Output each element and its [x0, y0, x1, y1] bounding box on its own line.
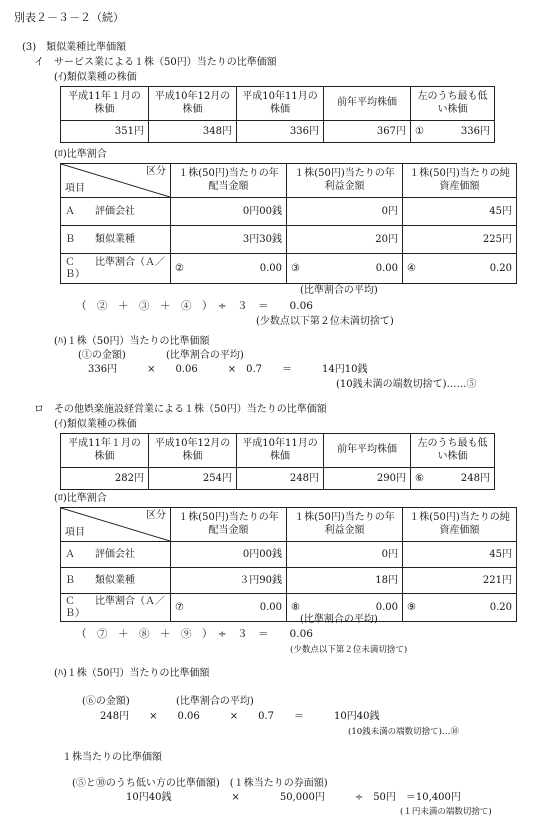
ratio-average-formula: （ ② ＋ ③ ＋ ④ ） ÷ ３ ＝ 0.06 [76, 300, 313, 312]
row-c-value: 0.00 [259, 601, 282, 613]
price-calc-title: (ﾊ)１株（50円）当たりの比準価額 [54, 668, 210, 679]
price-value: 348円 [149, 121, 237, 143]
price-calc-formula: 336円 × 0.06 × 0.7 ＝ 14円10銭 [88, 364, 368, 375]
prices-header: 平成10年11月の株価 [237, 87, 324, 121]
price-min-cell [411, 468, 495, 490]
ratio-title: (ﾛ)比準割合 [54, 493, 107, 504]
price-calc-note: (10銭未満の端数切捨て)…⑩ [348, 727, 459, 737]
ratio-corner-top: 区分 [146, 166, 166, 177]
row-c-cell [171, 594, 287, 622]
ratio-corner-cell [61, 508, 171, 542]
prices-header: 平成10年12月の株価 [149, 434, 237, 468]
price-calc-title: (ﾊ)１株（50円）当たりの比準価額 [54, 336, 210, 347]
row-a-value: 0円00銭 [171, 198, 287, 226]
row-b-label: Ｂ 類似業種 [61, 568, 171, 594]
row-c-mark: ③ [291, 262, 300, 274]
ratio-header: １株(50円)当たりの年配当金額 [171, 508, 287, 542]
price-min-cell [411, 121, 495, 143]
price-calc-label-1: (①の金額) [78, 350, 126, 361]
row-c-cell [403, 254, 517, 284]
row-b-value: 225円 [403, 226, 517, 254]
price-value: 282円 [61, 468, 149, 490]
subsection-i-title: イ サービス業による１株（50円）当たりの比準価額 [34, 57, 277, 68]
prices-header: 左のうち最も低い株価 [411, 434, 495, 468]
row-a-value: 45円 [403, 542, 517, 568]
row-c-label: Ｃ 比準割合（Ａ／Ｂ） [61, 254, 171, 284]
final-formula: 10円40銭 × 50,000円 ÷ 50円 ＝10,400円 [126, 792, 461, 803]
row-c-value: 0.00 [375, 262, 398, 274]
row-b-value: 221円 [403, 568, 517, 594]
prices-header: 平成10年12月の株価 [149, 87, 237, 121]
row-c-mark: ⑧ [291, 601, 300, 613]
prices-header: 平成11年１月の株価 [61, 434, 149, 468]
price-calc-label-1: (⑥の金額) [82, 696, 130, 707]
row-c-mark: ④ [407, 262, 416, 274]
price-min-mark: ① [415, 125, 424, 137]
price-value: 290円 [324, 468, 411, 490]
row-b-value: 3円30銭 [171, 226, 287, 254]
row-c-value: 0.20 [489, 601, 512, 613]
row-a-value: 0円 [287, 198, 403, 226]
row-a-label: Ａ 評価会社 [61, 542, 171, 568]
price-value: 248円 [237, 468, 324, 490]
row-a-value: 0円00銭 [171, 542, 287, 568]
row-a-value: 45円 [403, 198, 517, 226]
price-min-value: 336円 [460, 125, 490, 137]
ratio-header: １株(50円)当たりの純資産価額 [403, 508, 517, 542]
final-note: (１円未満の端数切捨て) [400, 807, 492, 817]
prices-table-ro [60, 433, 495, 490]
ratio-header: １株(50円)当たりの年利益金額 [287, 508, 403, 542]
price-min-value: 248円 [460, 472, 490, 484]
prices-header: 前年平均株価 [324, 87, 411, 121]
ratio-table-i [60, 163, 517, 284]
row-c-value: 0.00 [259, 262, 282, 274]
ratio-title: (ﾛ)比準割合 [54, 149, 107, 160]
row-c-cell [171, 254, 287, 284]
price-calc-label-2: (比準割合の平均) [176, 696, 254, 707]
ratio-header: １株(50円)当たりの年利益金額 [287, 164, 403, 198]
ratio-average-label: (比準割合の平均) [300, 614, 378, 625]
row-c-label: Ｃ 比準割合（Ａ／Ｂ） [61, 594, 171, 622]
ratio-table-ro [60, 507, 517, 622]
price-calc-formula: 248円 × 0.06 × 0.7 ＝ 10円40銭 [100, 711, 380, 722]
ratio-corner-bottom: 項目 [65, 183, 85, 194]
row-b-value: 20円 [287, 226, 403, 254]
ratio-average-label: (比準割合の平均) [300, 285, 378, 296]
row-c-mark: ② [175, 262, 184, 274]
row-c-cell [287, 254, 403, 284]
prices-header: 前年平均株価 [324, 434, 411, 468]
price-calc-note: (10銭未満の端数切捨て)……⑤ [336, 379, 477, 390]
ratio-corner-top: 区分 [146, 510, 166, 521]
page-header: 別表２－３－２（続） [14, 11, 124, 24]
row-a-label: Ａ 評価会社 [61, 198, 171, 226]
row-c-cell [403, 594, 517, 622]
row-c-mark: ⑨ [407, 601, 416, 613]
price-value: 367円 [324, 121, 411, 143]
subsection-ro-title: ロ その他娯楽施設経営業による１株（50円）当たりの比準価額 [34, 404, 327, 415]
row-b-label: Ｂ 類似業種 [61, 226, 171, 254]
price-value: 336円 [237, 121, 324, 143]
prices-header: 平成11年１月の株価 [61, 87, 149, 121]
ratio-average-note: (少数点以下第２位未満切捨て) [256, 316, 394, 327]
prices-title: (ｲ)類似業種の株価 [54, 72, 137, 83]
price-value: 254円 [149, 468, 237, 490]
price-value: 351円 [61, 121, 149, 143]
ratio-header: １株(50円)当たりの年配当金額 [171, 164, 287, 198]
price-calc-label-2: (比準割合の平均) [166, 350, 244, 361]
section-title: (3) 類似業種比準価額 [22, 42, 127, 53]
row-b-value: 18円 [287, 568, 403, 594]
prices-header: 左のうち最も低い株価 [411, 87, 495, 121]
ratio-corner-bottom: 項目 [65, 527, 85, 538]
prices-table-i [60, 86, 495, 143]
final-title: １株当たりの比準価額 [62, 752, 162, 763]
price-min-mark: ⑥ [415, 472, 424, 484]
row-c-value: 0.20 [489, 262, 512, 274]
row-a-value: 0円 [287, 542, 403, 568]
ratio-average-formula: （ ⑦ ＋ ⑧ ＋ ⑨ ） ÷ ３ ＝ 0.06 [76, 628, 313, 640]
row-c-mark: ⑦ [175, 601, 184, 613]
ratio-header: １株(50円)当たりの純資産価額 [403, 164, 517, 198]
ratio-corner-cell [61, 164, 171, 198]
prices-title: (ｲ)類似業種の株価 [54, 419, 137, 430]
row-b-value: ３円90銭 [171, 568, 287, 594]
final-label: (⑤と⑩のうち低い方の比準価額) (１株当たりの券面額) [72, 778, 328, 789]
ratio-average-note: (少数点以下第２位未満切捨て) [290, 645, 408, 655]
prices-header: 平成10年11月の株価 [237, 434, 324, 468]
row-c-value: 0.00 [375, 601, 398, 613]
